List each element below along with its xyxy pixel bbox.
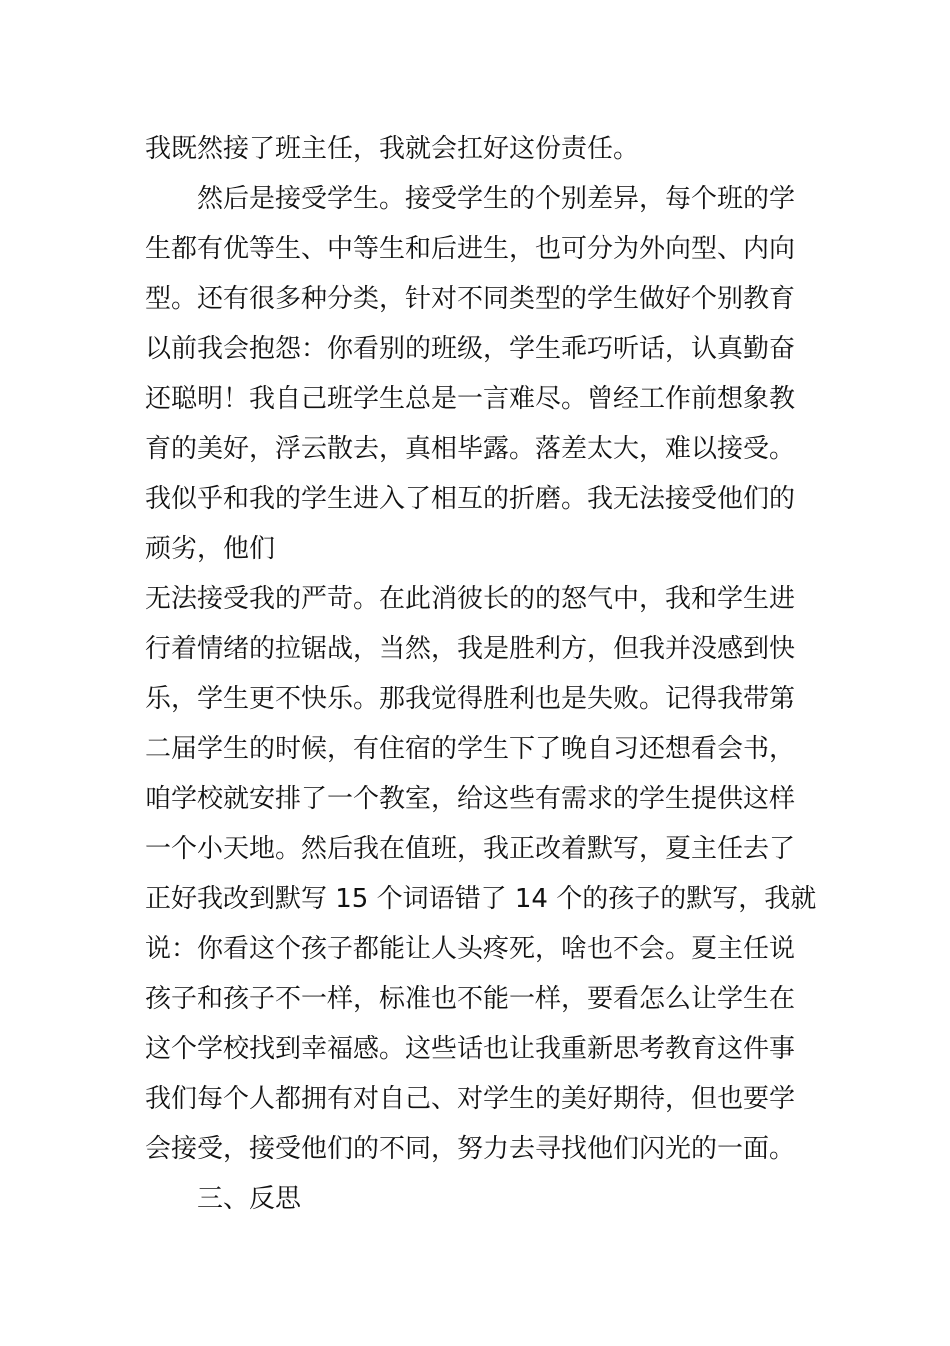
text-line: 孩子和孩子不一样，标准也不能一样，要看怎么让学生在 bbox=[145, 984, 796, 1014]
text-line: 我似乎和我的学生进入了相互的折磨。我无法接受他们的 bbox=[145, 484, 796, 514]
text-line: 二届学生的时候，有住宿的学生下了晚自习还想看会书， bbox=[145, 734, 796, 764]
text-line: 一个小天地。然后我在值班，我正改着默写，夏主任去了 bbox=[145, 834, 796, 864]
text-line: 乐，学生更不快乐。那我觉得胜利也是失败。记得我带第 bbox=[145, 684, 796, 714]
text-line: 顽劣，他们 bbox=[145, 534, 276, 564]
text-line: 这个学校找到幸福感。这些话也让我重新思考教育这件事 bbox=[145, 1034, 796, 1064]
text-line: 还聪明！我自己班学生总是一言难尽。曾经工作前想象教 bbox=[145, 384, 796, 414]
section-heading: 三、反思 bbox=[197, 1184, 302, 1214]
text-line: 育的美好，浮云散去，真相毕露。落差太大，难以接受。 bbox=[145, 434, 796, 464]
text-line: 行着情绪的拉锯战，当然，我是胜利方，但我并没感到快 bbox=[145, 634, 796, 664]
text-line: 咱学校就安排了一个教室，给这些有需求的学生提供这样 bbox=[145, 784, 796, 814]
text-line: 以前我会抱怨：你看别的班级，学生乖巧听话，认真勤奋 bbox=[145, 334, 796, 364]
text-line: 生都有优等生、中等生和后进生，也可分为外向型、内向 bbox=[145, 234, 796, 264]
paragraph-start-line: 然后是接受学生。接受学生的个别差异，每个班的学 bbox=[197, 184, 796, 214]
text-line: 正好我改到默写 15 个词语错了 14 个的孩子的默写，我就 bbox=[145, 884, 817, 914]
text-line: 我既然接了班主任，我就会扛好这份责任。 bbox=[145, 134, 640, 164]
text-line: 说：你看这个孩子都能让人头疼死，啥也不会。夏主任说 bbox=[145, 934, 796, 964]
text-line: 我们每个人都拥有对自己、对学生的美好期待，但也要学 bbox=[145, 1084, 796, 1114]
text-line: 会接受，接受他们的不同，努力去寻找他们闪光的一面。 bbox=[145, 1134, 796, 1164]
text-line: 无法接受我的严苛。在此消彼长的的怒气中，我和学生进 bbox=[145, 584, 796, 614]
text-line: 型。还有很多种分类，针对不同类型的学生做好个别教育 bbox=[145, 284, 796, 314]
